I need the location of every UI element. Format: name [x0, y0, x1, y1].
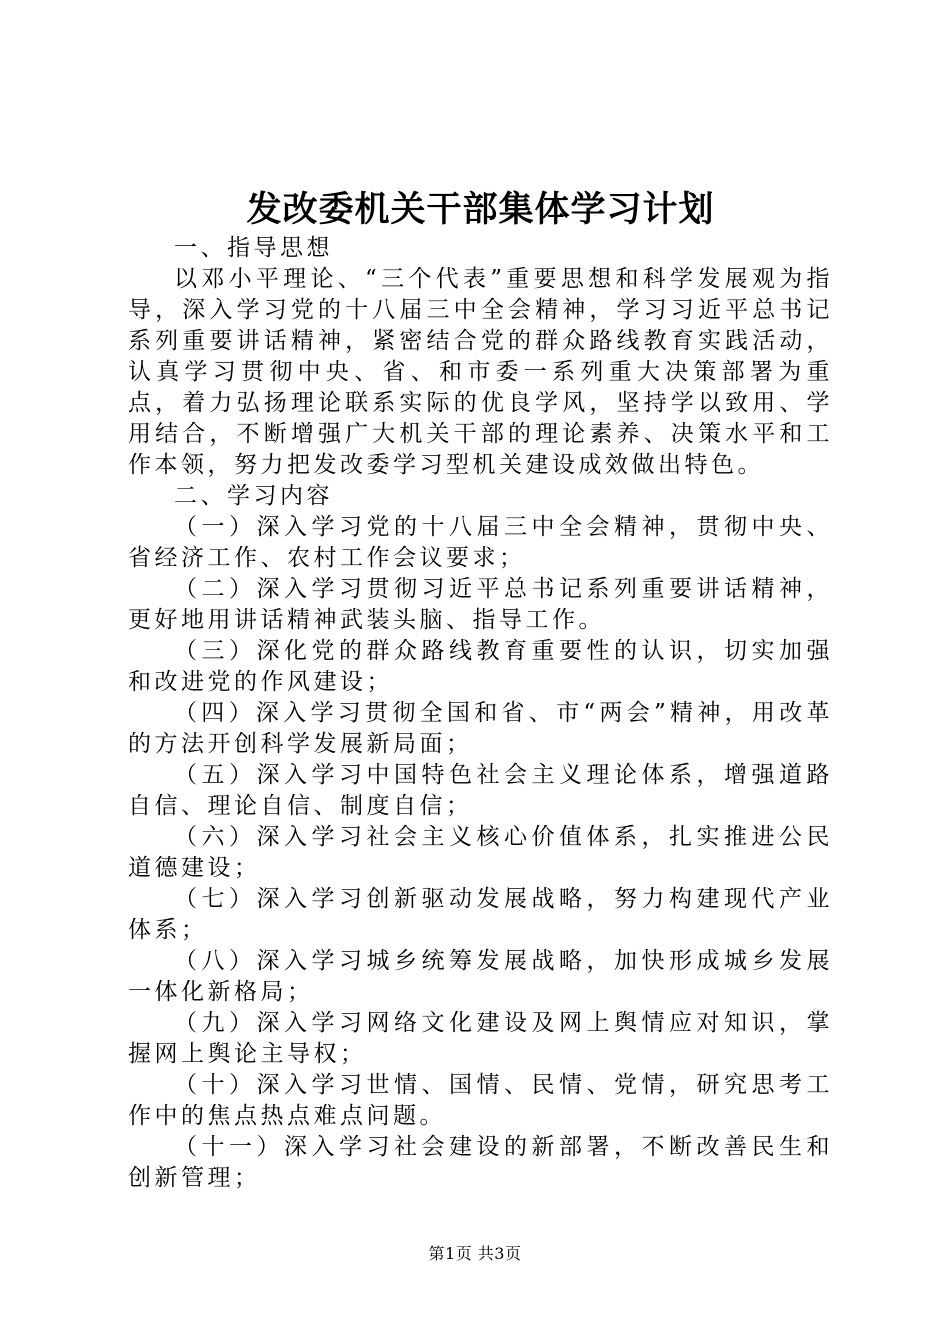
study-item-7: （七）深入学习创新驱动发展战略，努力构建现代产业体系；	[128, 886, 833, 943]
page-footer: 第1页 共3页	[428, 1244, 522, 1263]
study-item-5: （五）深入学习中国特色社会主义理论体系，增强道路自信、理论自信、制度自信；	[128, 762, 833, 819]
study-item-1: （一）深入学习党的十八届三中全会精神，贯彻中央、省经济工作、农村工作会议要求；	[128, 514, 833, 571]
document-body	[128, 233, 833, 1194]
guiding-ideology-paragraph: 以邓小平理论、“三个代表”重要思想和科学发展观为指导，深入学习党的十八届三中全会精神，学习习近平总书记系列重要讲话精神，紧密结合党的群众路线教育实践活动，认真学习贯彻中央、省、和市委一系列重大决策部署为重点，着力弘扬理论联系实际的优良学风，坚持学以致用、学用结合，不断增强广大机关干部的理论素养、决策水平和工作本领，努力把发改委学习型机关建设成效做出特色。	[128, 266, 833, 478]
study-item-10: （十）深入学习世情、国情、民情、党情，研究思考工作中的焦点热点难点问题。	[128, 1072, 833, 1129]
study-item-2: （二）深入学习贯彻习近平总书记系列重要讲话精神，更好地用讲话精神武装头脑、指导工作。	[128, 576, 833, 633]
study-item-3: （三）深化党的群众路线教育重要性的认识，切实加强和改进党的作风建设；	[128, 638, 833, 695]
section-heading-study-content: 二、学习内容	[174, 483, 333, 509]
section-heading-guiding-ideology: 一、指导思想	[174, 235, 333, 261]
study-item-11: （十一）深入学习社会建设的新部署，不断改善民生和创新管理；	[128, 1134, 833, 1191]
document-title: 发改委机关干部集体学习计划	[246, 189, 715, 230]
study-item-4: （四）深入学习贯彻全国和省、市“两会”精神，用改革的方法开创科学发展新局面；	[128, 700, 833, 757]
document-page	[128, 0, 833, 1344]
study-item-9: （九）深入学习网络文化建设及网上舆情应对知识，掌握网上舆论主导权；	[128, 1010, 833, 1067]
study-item-8: （八）深入学习城乡统筹发展战略，加快形成城乡发展一体化新格局；	[128, 948, 833, 1005]
study-item-6: （六）深入学习社会主义核心价值体系，扎实推进公民道德建设；	[128, 824, 833, 881]
